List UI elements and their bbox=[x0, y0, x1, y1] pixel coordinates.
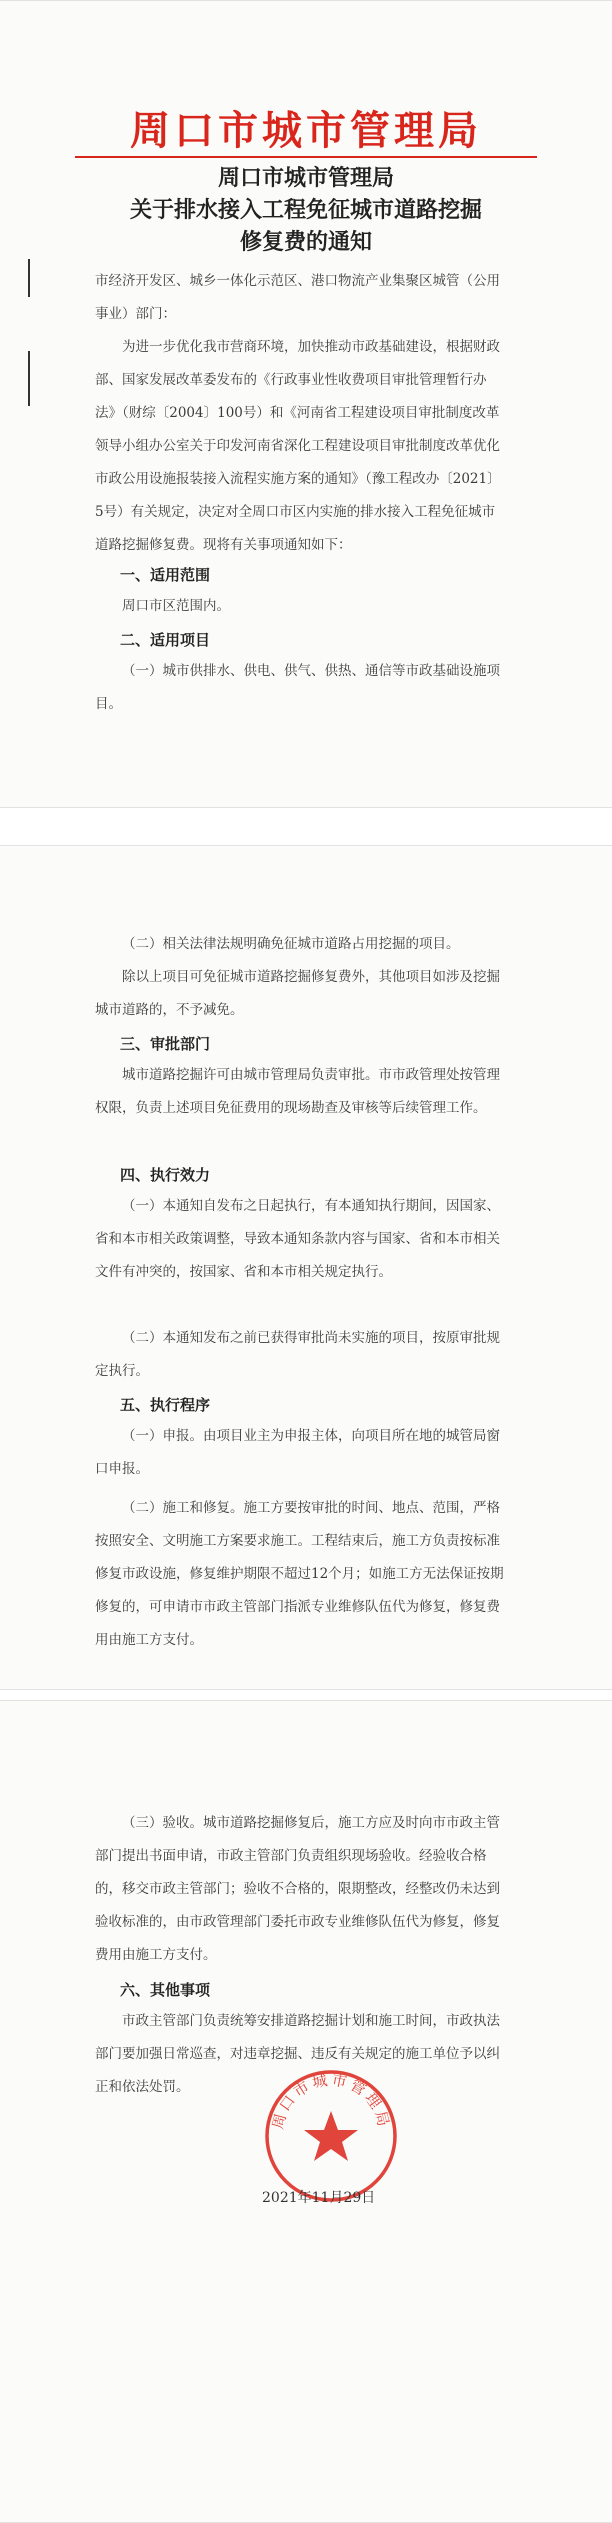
document-page-2 bbox=[0, 845, 612, 1690]
official-seal-icon bbox=[262, 2067, 400, 2205]
section-5-item-1: （一）申报。由项目业主为申报主体，向项目所在地的城管局窗口申报。 bbox=[95, 1428, 500, 1477]
seal-text-path: 周口市城市管理局 bbox=[268, 2070, 394, 2131]
section-5-item-3: （三）验收。城市道路挖掘修复后，施工方应及时向市市政主管部门提出书面申请，市政主管部门负责组织现场验收。经验收合格的，移交市政主管部门；验收不合格的，限期整改，经整改仍未达到验收标准的，由市政管理部门委托市政专业维修队伍代为修复，修复费用由施工方支付。 bbox=[95, 1815, 500, 1963]
seal-star bbox=[304, 2111, 358, 2161]
document-title-line-2: 关于排水接入工程免征城市道路挖掘 bbox=[129, 197, 482, 223]
section-6-body: 市政主管部门负责统筹安排道路挖掘计划和施工时间，市政执法部门要加强日常巡查，对违章挖掘、违反有关规定的施工单位予以纠正和依法处罚。 bbox=[95, 2013, 500, 2095]
intro-paragraph: 为进一步优化我市营商环境，加快推动市政基础建设，根据财政部、国家发展改革委发布的《行政事业性收费项目审批管理暂行办法》（财综〔2004〕100号）和《河南省工程建设项目审批制度改革领导小组办公室关于印发河南省深化工程建设项目审批制度改革优化市政公用设施报装接入流程实施方案的通知》（豫工程改办〔2021〕5号）有关规定，决定对全周口市区内实施的排水接入工程免征城市道路挖掘修复费。现将有关事项通知如下： bbox=[95, 339, 501, 553]
agency-header: 周口市城市管理局 bbox=[130, 107, 482, 154]
section-1-body: 周口市区范围内。 bbox=[122, 598, 230, 614]
section-4-item-2: （二）本通知发布之前已获得审批尚未实施的项目，按原审批规定执行。 bbox=[95, 1330, 500, 1379]
section-3-heading: 三、审批部门 bbox=[120, 1035, 211, 1053]
section-2-item-1: （一）城市供排水、供电、供气、供热、通信等市政基础设施项目。 bbox=[95, 663, 500, 712]
red-rule bbox=[75, 156, 537, 158]
addressee: 市经济开发区、城乡一体化示范区、港口物流产业集聚区城管（公用事业）部门： bbox=[95, 273, 500, 322]
margin-mark bbox=[28, 259, 30, 297]
section-2-heading: 二、适用项目 bbox=[120, 631, 211, 649]
document-page-1 bbox=[0, 0, 612, 808]
section-3-body: 城市道路挖掘许可由城市管理局负责审批。市市政管理处按管理权限，负责上述项目免征费用的现场勘查及审核等后续管理工作。 bbox=[95, 1067, 500, 1116]
section-5-item-2: （二）施工和修复。施工方要按审批的时间、地点、范围，严格按照安全、文明施工方案要求施工。工程结束后，施工方负责按标准修复市政设施，修复维护期限不超过12个月；如施工方无法保证按期修复的，可申请市市政主管部门指派专业维修队伍代为修复，修复费用由施工方支付。 bbox=[95, 1500, 504, 1648]
margin-mark bbox=[28, 351, 30, 406]
section-6-heading: 六、其他事项 bbox=[120, 1981, 211, 1999]
section-2-item-3: 除以上项目可免征城市道路挖掘修复费外，其他项目如涉及挖掘城市道路的，不予减免。 bbox=[95, 969, 500, 1018]
section-2-item-2: （二）相关法律法规明确免征城市道路占用挖掘的项目。 bbox=[122, 936, 460, 952]
document-title-line-3: 修复费的通知 bbox=[239, 229, 372, 255]
section-5-heading: 五、执行程序 bbox=[120, 1396, 211, 1414]
section-4-item-1: （一）本通知自发布之日起执行，有本通知执行期间，因国家、省和本市相关政策调整，导致本通知条款内容与国家、省和本市相关文件有冲突的，按国家、省和本市相关规定执行。 bbox=[95, 1198, 500, 1280]
section-4-heading: 四、执行效力 bbox=[120, 1166, 211, 1184]
issue-date: 2021年11月29日 bbox=[262, 2190, 376, 2206]
section-1-heading: 一、适用范围 bbox=[120, 566, 211, 584]
document-title-line-1: 周口市城市管理局 bbox=[217, 165, 394, 191]
